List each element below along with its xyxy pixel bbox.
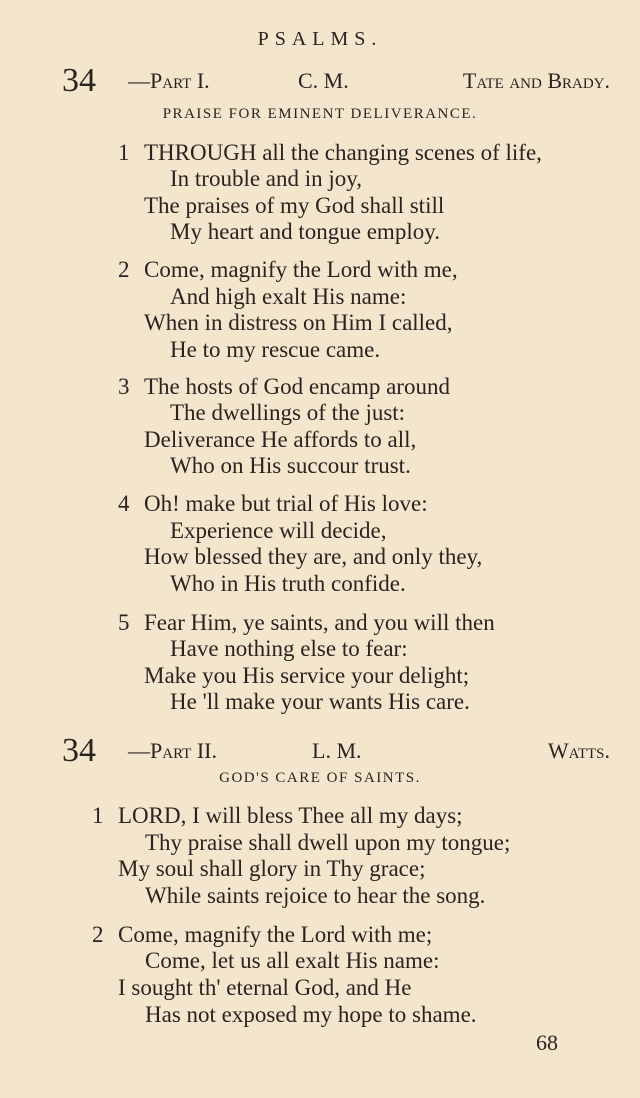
verse-line: The dwellings of the just:: [170, 400, 406, 425]
verse-number: 2: [92, 922, 104, 947]
verse-line: LORD, I will bless Thee all my days;: [118, 803, 463, 828]
running-head: PSALMS.: [257, 28, 383, 50]
verse-line: My soul shall glory in Thy grace;: [118, 856, 426, 881]
verse-number: 5: [118, 610, 130, 635]
verse-line: Fear Him, ye saints, and you will then: [144, 610, 495, 635]
verse-line: He 'll make your wants His care.: [170, 689, 470, 714]
hymn-author: Watts.: [547, 738, 610, 763]
verse-line: The hosts of God encamp around: [144, 374, 450, 399]
hymn-number: 34: [62, 62, 96, 99]
hymn-header-part-2: [62, 728, 610, 768]
verse-line: Who on His succour trust.: [170, 453, 411, 478]
verse-number: 1: [118, 140, 130, 165]
verse-number: 4: [118, 491, 130, 516]
page-number: 68: [536, 1030, 558, 1055]
verse-line: Who in His truth confide.: [170, 571, 406, 596]
hymn-meter: L. M.: [312, 738, 362, 763]
verse-line: And high exalt His name:: [170, 284, 407, 309]
verse-line: When in distress on Him I called,: [144, 310, 453, 335]
verse-line: He to my rescue came.: [170, 337, 381, 362]
hymn-part: —Part II.: [128, 738, 217, 763]
verse-line: Have nothing else to fear:: [170, 636, 408, 661]
hymn-header-part-1: [62, 58, 610, 98]
hymn-meter: C. M.: [298, 68, 349, 93]
verse-line: Thy praise shall dwell upon my tongue;: [145, 830, 511, 855]
verse-number: 1: [92, 803, 104, 828]
verse-line: Oh! make but trial of His love:: [144, 491, 428, 516]
hymn-part: —Part I.: [128, 68, 210, 93]
verse-line: Make you His service your delight;: [144, 663, 470, 688]
verse-line: While saints rejoice to hear the song.: [145, 883, 486, 908]
verse-line: Come, magnify the Lord with me;: [118, 922, 433, 947]
verse-line: In trouble and in joy,: [170, 166, 363, 191]
verse-number: 2: [118, 257, 130, 282]
hymn-subtitle: GOD'S CARE OF SAINTS.: [219, 770, 421, 786]
hymn-author: Tate and Brady.: [462, 68, 610, 93]
hymn-subtitle: PRAISE FOR EMINENT DELIVERANCE.: [162, 106, 478, 122]
verse-line: Experience will decide,: [170, 518, 387, 543]
verse-line: Deliverance He affords to all,: [144, 427, 417, 452]
verse-line: The praises of my God shall still: [144, 193, 445, 218]
verse-line: I sought th' eternal God, and He: [118, 975, 412, 1000]
verse-line: My heart and tongue employ.: [170, 219, 440, 244]
verse-line: Has not exposed my hope to shame.: [145, 1002, 477, 1027]
verse-line: Come, let us all exalt His name:: [145, 948, 440, 973]
verse-line: Come, magnify the Lord with me,: [144, 257, 458, 282]
verse-number: 3: [118, 374, 130, 399]
verse-line: THROUGH all the changing scenes of life,: [144, 140, 542, 165]
verse-line: How blessed they are, and only they,: [144, 544, 483, 569]
hymn-number: 34: [62, 732, 96, 769]
